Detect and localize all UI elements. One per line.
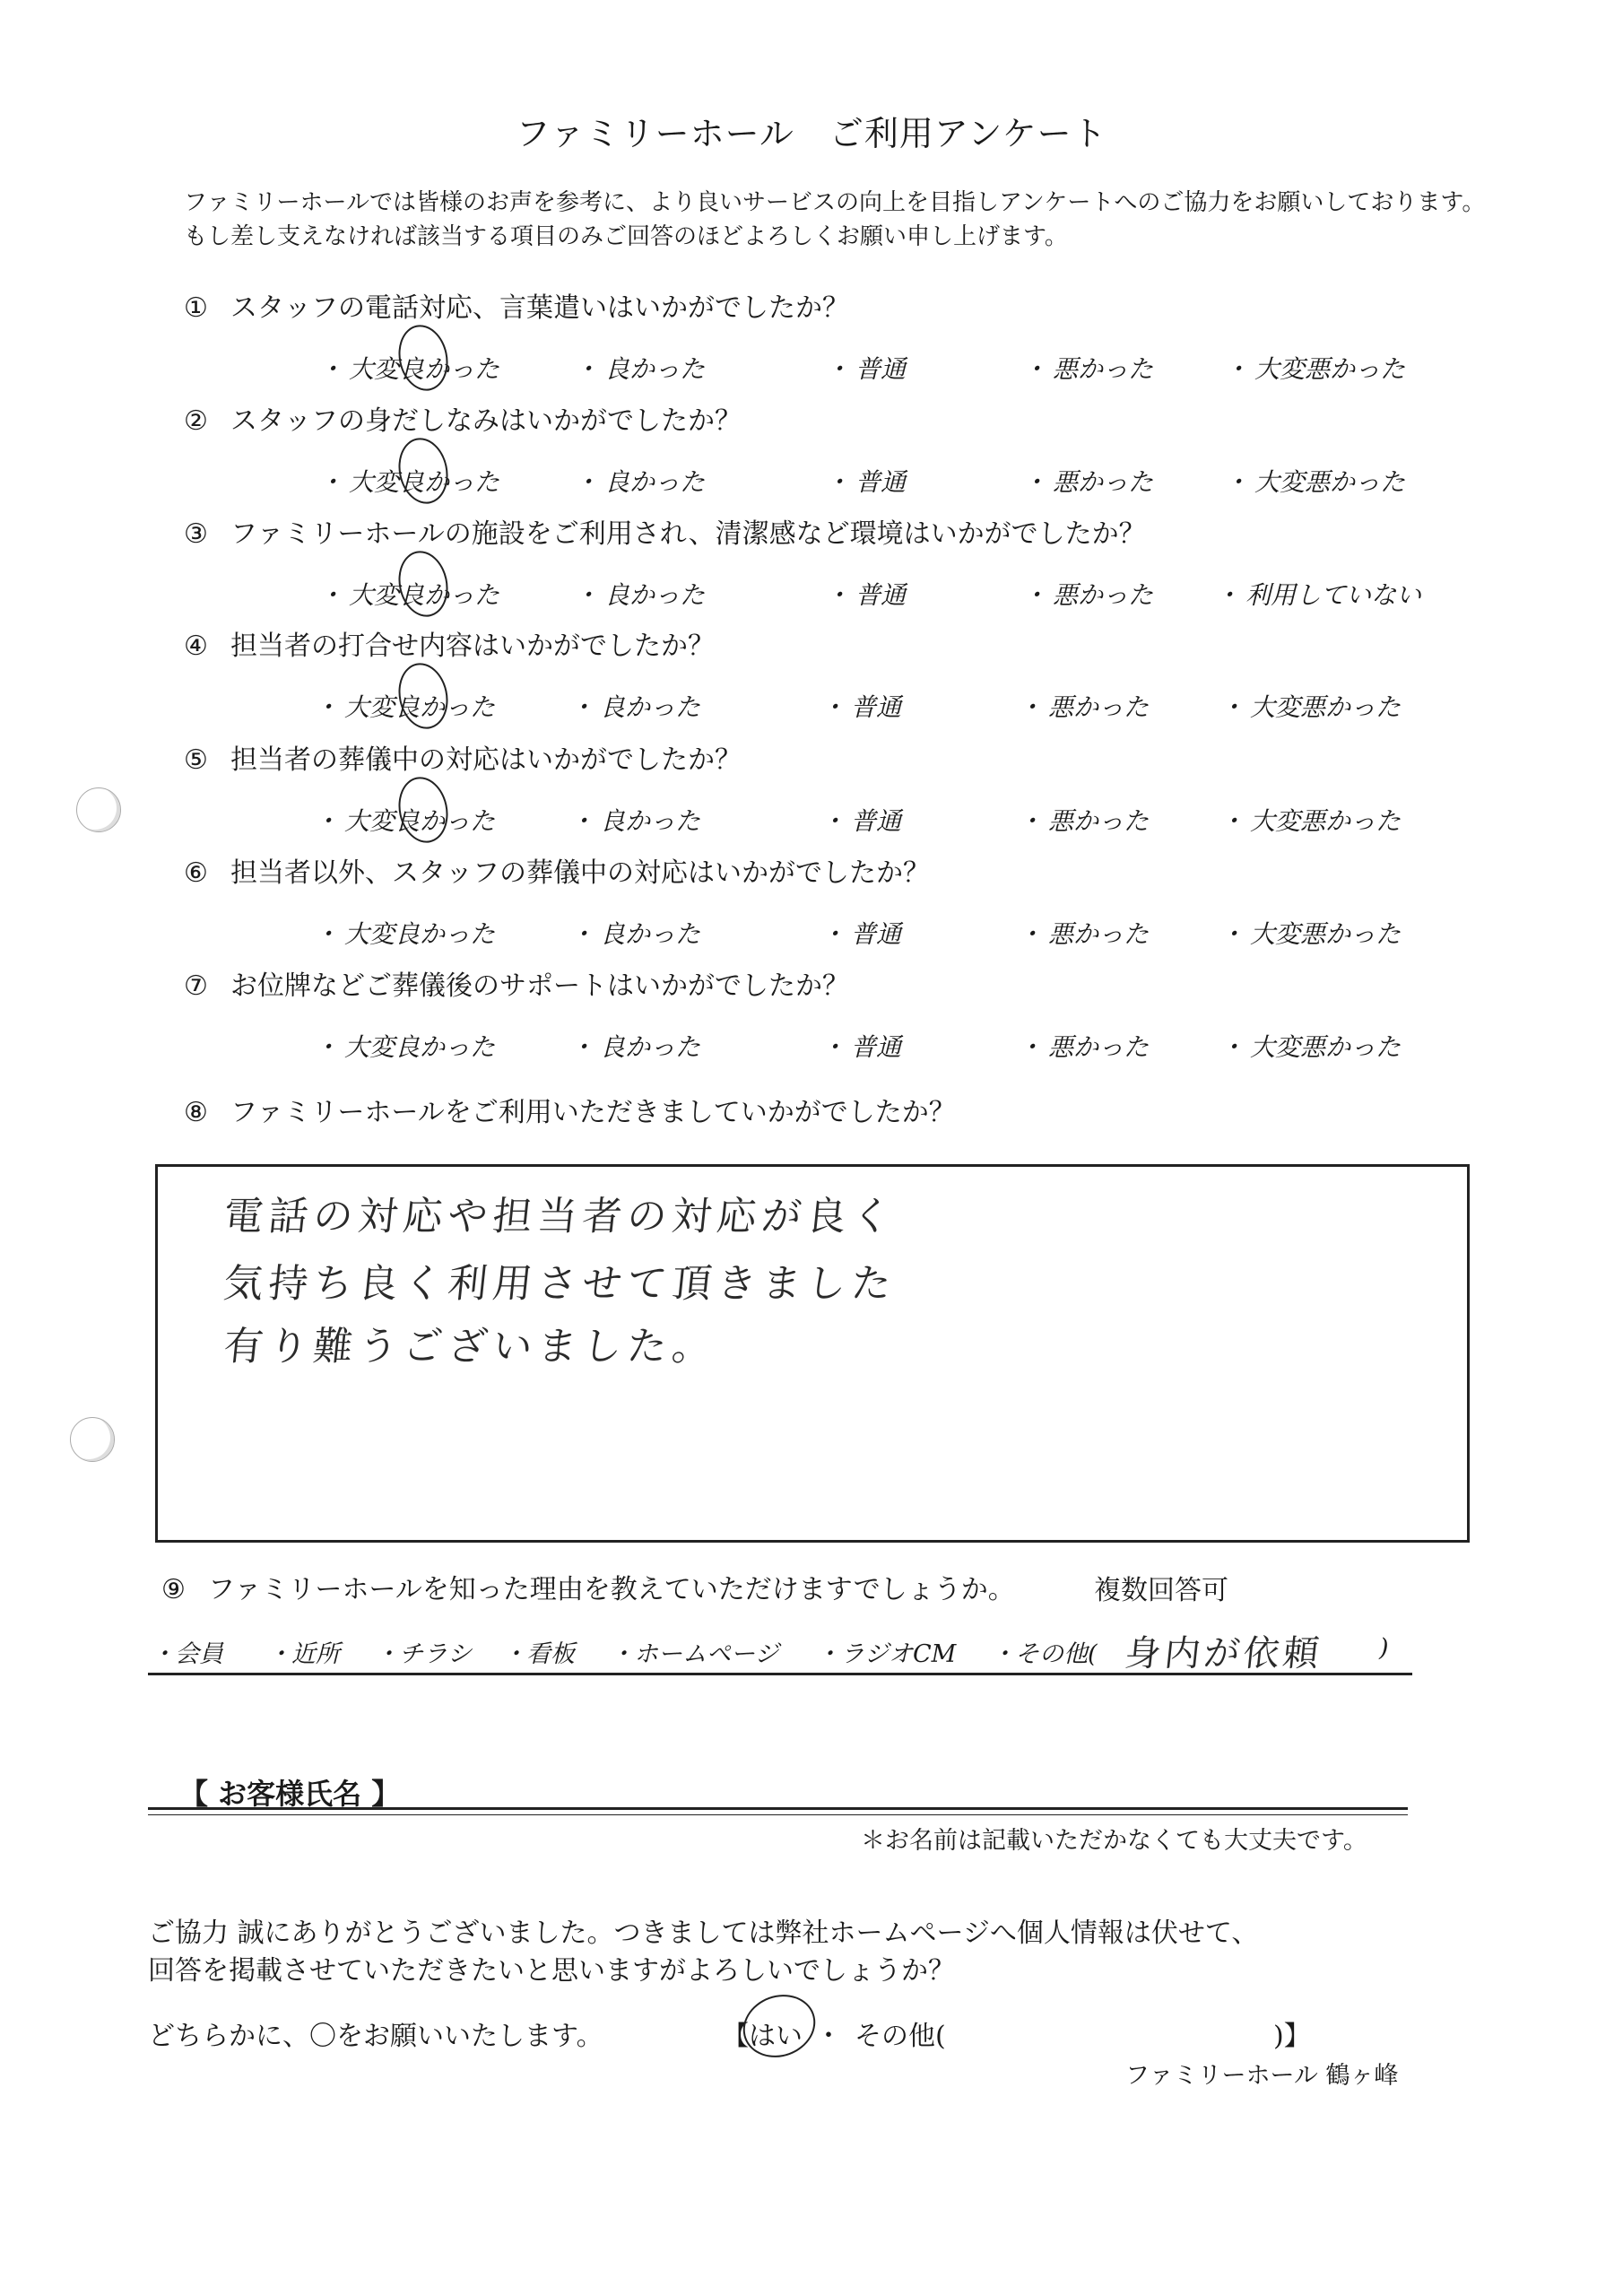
reason-dot: ・ <box>991 1640 1015 1668</box>
reason-label: チラシ <box>399 1640 472 1668</box>
question-text: ファミリーホールをご利用いただきましていかがでしたか？ <box>230 1097 956 1128</box>
option-dot: ・ <box>314 919 340 949</box>
question-1-option-4[interactable] <box>1022 350 1153 386</box>
option-dot: ・ <box>318 580 344 610</box>
intro-line-2: もし差し支えなければ該当する項目のみご回答のほどよろしくお願い申し上げます。 <box>184 223 1068 250</box>
question-number: ① <box>184 292 208 324</box>
reason-label: 会員 <box>175 1640 223 1668</box>
question-8 <box>184 1090 956 1129</box>
choice-close: )】 <box>1273 2021 1311 2052</box>
question-text: 担当者以外、スタッフの葬儀中の対応はいかがでしたか？ <box>230 857 930 889</box>
option-dot: ・ <box>569 1032 595 1062</box>
reason-option-3[interactable] <box>375 1634 472 1669</box>
question-number: ② <box>184 405 208 437</box>
question-1-option-3[interactable] <box>825 350 906 386</box>
question-9 <box>161 1567 1015 1606</box>
question-3-option-2[interactable] <box>574 576 705 612</box>
option-dot: ・ <box>1018 1032 1044 1062</box>
option-dot: ・ <box>1219 1032 1245 1062</box>
question-7-option-3[interactable] <box>820 1028 901 1064</box>
option-dot: ・ <box>314 806 340 836</box>
question-6 <box>184 850 930 890</box>
customer-name-line[interactable] <box>148 1807 1408 1810</box>
question-4 <box>184 623 715 663</box>
question-7-option-5[interactable] <box>1219 1028 1401 1064</box>
question-7-option-1[interactable] <box>314 1028 495 1064</box>
option-label: 大変良かった <box>344 806 496 836</box>
choice-other[interactable]: その他( <box>855 2021 946 2052</box>
punch-hole-bottom <box>70 1417 115 1462</box>
option-label: 良かった <box>600 919 701 949</box>
handwritten-answer-line-1: 電話の対応や担当者の対応が良く <box>221 1194 899 1239</box>
question-number: ③ <box>184 518 208 550</box>
option-dot: ・ <box>1018 806 1044 836</box>
option-label: 大変悪かった <box>1254 354 1406 384</box>
option-dot: ・ <box>1219 692 1245 722</box>
question-2-option-3[interactable] <box>825 463 906 499</box>
question-6-option-4[interactable] <box>1018 915 1149 951</box>
question-4-option-2[interactable] <box>569 688 700 724</box>
reason-other-label: その他( <box>1015 1640 1098 1668</box>
question-3-option-5[interactable] <box>1215 576 1421 612</box>
option-label: 良かった <box>604 467 706 497</box>
option-label: 悪かった <box>1053 354 1154 384</box>
option-label: 普通 <box>855 354 907 384</box>
option-dot: ・ <box>820 806 846 836</box>
reason-dot: ・ <box>151 1640 175 1668</box>
question-1-option-5[interactable] <box>1224 350 1405 386</box>
reason-label: ラジオCM <box>840 1640 957 1668</box>
option-label: 大変良かった <box>349 580 500 610</box>
question-text: ファミリーホールを知った理由を教えていただけますでしょうか。 <box>208 1574 1015 1605</box>
option-label: 普通 <box>851 692 902 722</box>
option-dot: ・ <box>1224 354 1250 384</box>
option-label: 悪かった <box>1053 580 1154 610</box>
choice-yes[interactable]: はい <box>749 2021 803 2052</box>
reason-dot: ・ <box>816 1640 840 1668</box>
intro-line-1: ファミリーホールでは皆様のお声を参考に、より良いサービスの向上を目指しアンケートへのご協力をお願いしております。 <box>184 189 1486 216</box>
reason-underline <box>148 1673 1412 1675</box>
question-6-option-1[interactable] <box>314 915 495 951</box>
question-text: スタッフの身だしなみはいかがでしたか？ <box>230 405 742 437</box>
option-label: 悪かった <box>1048 919 1150 949</box>
reason-label: 近所 <box>291 1640 340 1668</box>
question-5-option-3[interactable] <box>820 802 901 838</box>
reason-label: 看板 <box>526 1640 575 1668</box>
option-label: 大変悪かった <box>1250 692 1402 722</box>
option-label: 悪かった <box>1053 467 1154 497</box>
question-5-option-2[interactable] <box>569 802 700 838</box>
option-label: 大変良かった <box>344 919 496 949</box>
option-dot: ・ <box>1022 354 1048 384</box>
option-label: 大変良かった <box>349 354 500 384</box>
option-dot: ・ <box>825 467 851 497</box>
option-label: 普通 <box>851 1032 902 1062</box>
signature: ファミリーホール 鶴ヶ峰 <box>1125 2062 1399 2090</box>
question-number: ⑥ <box>184 857 208 889</box>
question-text: スタッフの電話対応、言葉遣いはいかがでしたか？ <box>230 292 849 324</box>
option-dot: ・ <box>1022 580 1048 610</box>
question-text: ファミリーホールの施設をご利用され、清潔感など環境はいかがでしたか？ <box>230 518 1146 550</box>
question-number: ⑤ <box>184 744 208 776</box>
question-7-option-2[interactable] <box>569 1028 700 1064</box>
option-dot: ・ <box>825 354 851 384</box>
question-7 <box>184 963 849 1003</box>
option-dot: ・ <box>1219 806 1245 836</box>
option-label: 大変良かった <box>349 467 500 497</box>
reason-other-handwritten: 身内が依頼 <box>1123 1633 1325 1674</box>
reason-dot: ・ <box>502 1640 526 1668</box>
option-dot: ・ <box>318 467 344 497</box>
choice-open: 【 <box>722 2021 749 2052</box>
question-5-option-5[interactable] <box>1219 802 1401 838</box>
handwritten-answer-line-2: 気持ち良く利用させて頂きました <box>221 1261 899 1307</box>
reason-option-4[interactable] <box>502 1634 575 1669</box>
option-dot: ・ <box>314 692 340 722</box>
question-number: ⑨ <box>161 1574 186 1605</box>
question-5 <box>184 737 742 777</box>
handwritten-answer-line-3: 有り難うございました。 <box>221 1324 720 1370</box>
option-dot: ・ <box>574 354 600 384</box>
option-dot: ・ <box>820 1032 846 1062</box>
option-dot: ・ <box>569 919 595 949</box>
question-3 <box>184 511 1146 551</box>
option-dot: ・ <box>569 806 595 836</box>
option-label: 大変悪かった <box>1250 1032 1402 1062</box>
question-2 <box>184 398 742 438</box>
reason-option-5[interactable] <box>610 1634 778 1669</box>
option-label: 大変悪かった <box>1250 806 1402 836</box>
question-7-option-4[interactable] <box>1018 1028 1149 1064</box>
question-text: お位牌などご葬儀後のサポートはいかがでしたか？ <box>230 970 849 1002</box>
option-label: 悪かった <box>1048 692 1150 722</box>
question-text: 担当者の打合せ内容はいかがでしたか？ <box>230 631 715 662</box>
customer-name-label: 【 お客様氏名 】 <box>179 1777 401 1811</box>
option-label: 普通 <box>855 467 907 497</box>
option-label: 悪かった <box>1048 1032 1150 1062</box>
question-2-option-4[interactable] <box>1022 463 1153 499</box>
question-2-option-2[interactable] <box>574 463 705 499</box>
reason-label: ホームページ <box>634 1640 779 1668</box>
question-number: ④ <box>184 631 208 662</box>
punch-hole-top <box>76 787 121 832</box>
option-dot: ・ <box>318 354 344 384</box>
question-3-option-4[interactable] <box>1022 576 1153 612</box>
closing-prompt: どちらかに、〇をお願いいたします。 <box>148 2021 603 2052</box>
multiple-answers-note: 複数回答可 <box>1094 1575 1228 1606</box>
option-dot: ・ <box>825 580 851 610</box>
option-label: 大変悪かった <box>1250 919 1402 949</box>
option-dot: ・ <box>820 692 846 722</box>
option-dot: ・ <box>1018 692 1044 722</box>
question-4-option-5[interactable] <box>1219 688 1401 724</box>
option-dot: ・ <box>820 919 846 949</box>
question-number: ⑦ <box>184 970 208 1002</box>
option-dot: ・ <box>574 580 600 610</box>
customer-name-line-thin <box>148 1814 1408 1815</box>
option-dot: ・ <box>1215 580 1241 610</box>
question-number: ⑧ <box>184 1097 208 1128</box>
question-2-option-5[interactable] <box>1224 463 1405 499</box>
question-6-option-2[interactable] <box>569 915 700 951</box>
option-dot: ・ <box>1018 919 1044 949</box>
customer-name-note: ＊お名前は記載いただかなくても大丈夫です。 <box>861 1827 1367 1855</box>
reason-other-close: ) <box>1379 1634 1389 1662</box>
option-label: 普通 <box>851 806 902 836</box>
question-6-option-5[interactable] <box>1219 915 1401 951</box>
option-dot: ・ <box>569 692 595 722</box>
reason-option-6[interactable] <box>816 1634 956 1669</box>
reason-option-2[interactable] <box>267 1634 340 1669</box>
page-title: ファミリーホール ご利用アンケート <box>516 114 1107 153</box>
option-label: 大変良かった <box>344 1032 496 1062</box>
option-dot: ・ <box>314 1032 340 1062</box>
option-label: 良かった <box>600 806 701 836</box>
choice-separator: ・ <box>815 2021 842 2052</box>
reason-dot: ・ <box>375 1640 399 1668</box>
question-1-option-2[interactable] <box>574 350 705 386</box>
option-label: 大変良かった <box>344 692 496 722</box>
question-text: 担当者の葬儀中の対応はいかがでしたか？ <box>230 744 742 776</box>
option-label: 良かった <box>604 354 706 384</box>
reason-dot: ・ <box>267 1640 291 1668</box>
option-label: 良かった <box>604 580 706 610</box>
choice-yes-circle <box>734 1985 824 2067</box>
option-label: 悪かった <box>1048 806 1150 836</box>
question-6-option-3[interactable] <box>820 915 901 951</box>
question-4-option-3[interactable] <box>820 688 901 724</box>
option-label: 利用していない <box>1245 580 1422 610</box>
question-3-option-3[interactable] <box>825 576 906 612</box>
option-label: 普通 <box>855 580 907 610</box>
reason-other[interactable] <box>991 1634 1098 1669</box>
closing-line-2: 回答を掲載させていただきたいと思いますがよろしいでしょうか？ <box>148 1955 955 1987</box>
option-dot: ・ <box>1224 467 1250 497</box>
option-label: 大変悪かった <box>1254 467 1406 497</box>
option-label: 良かった <box>600 692 701 722</box>
question-1 <box>184 285 849 325</box>
option-dot: ・ <box>1219 919 1245 949</box>
option-dot: ・ <box>1022 467 1048 497</box>
option-dot: ・ <box>574 467 600 497</box>
closing-line-1: ご協力 誠にありがとうございました。つきましては弊社ホームページへ個人情報は伏せて、 <box>148 1918 1259 1949</box>
option-label: 普通 <box>851 919 902 949</box>
option-label: 良かった <box>600 1032 701 1062</box>
reason-option-1[interactable] <box>151 1634 223 1669</box>
reason-dot: ・ <box>610 1640 634 1668</box>
question-5-option-4[interactable] <box>1018 802 1149 838</box>
question-4-option-4[interactable] <box>1018 688 1149 724</box>
